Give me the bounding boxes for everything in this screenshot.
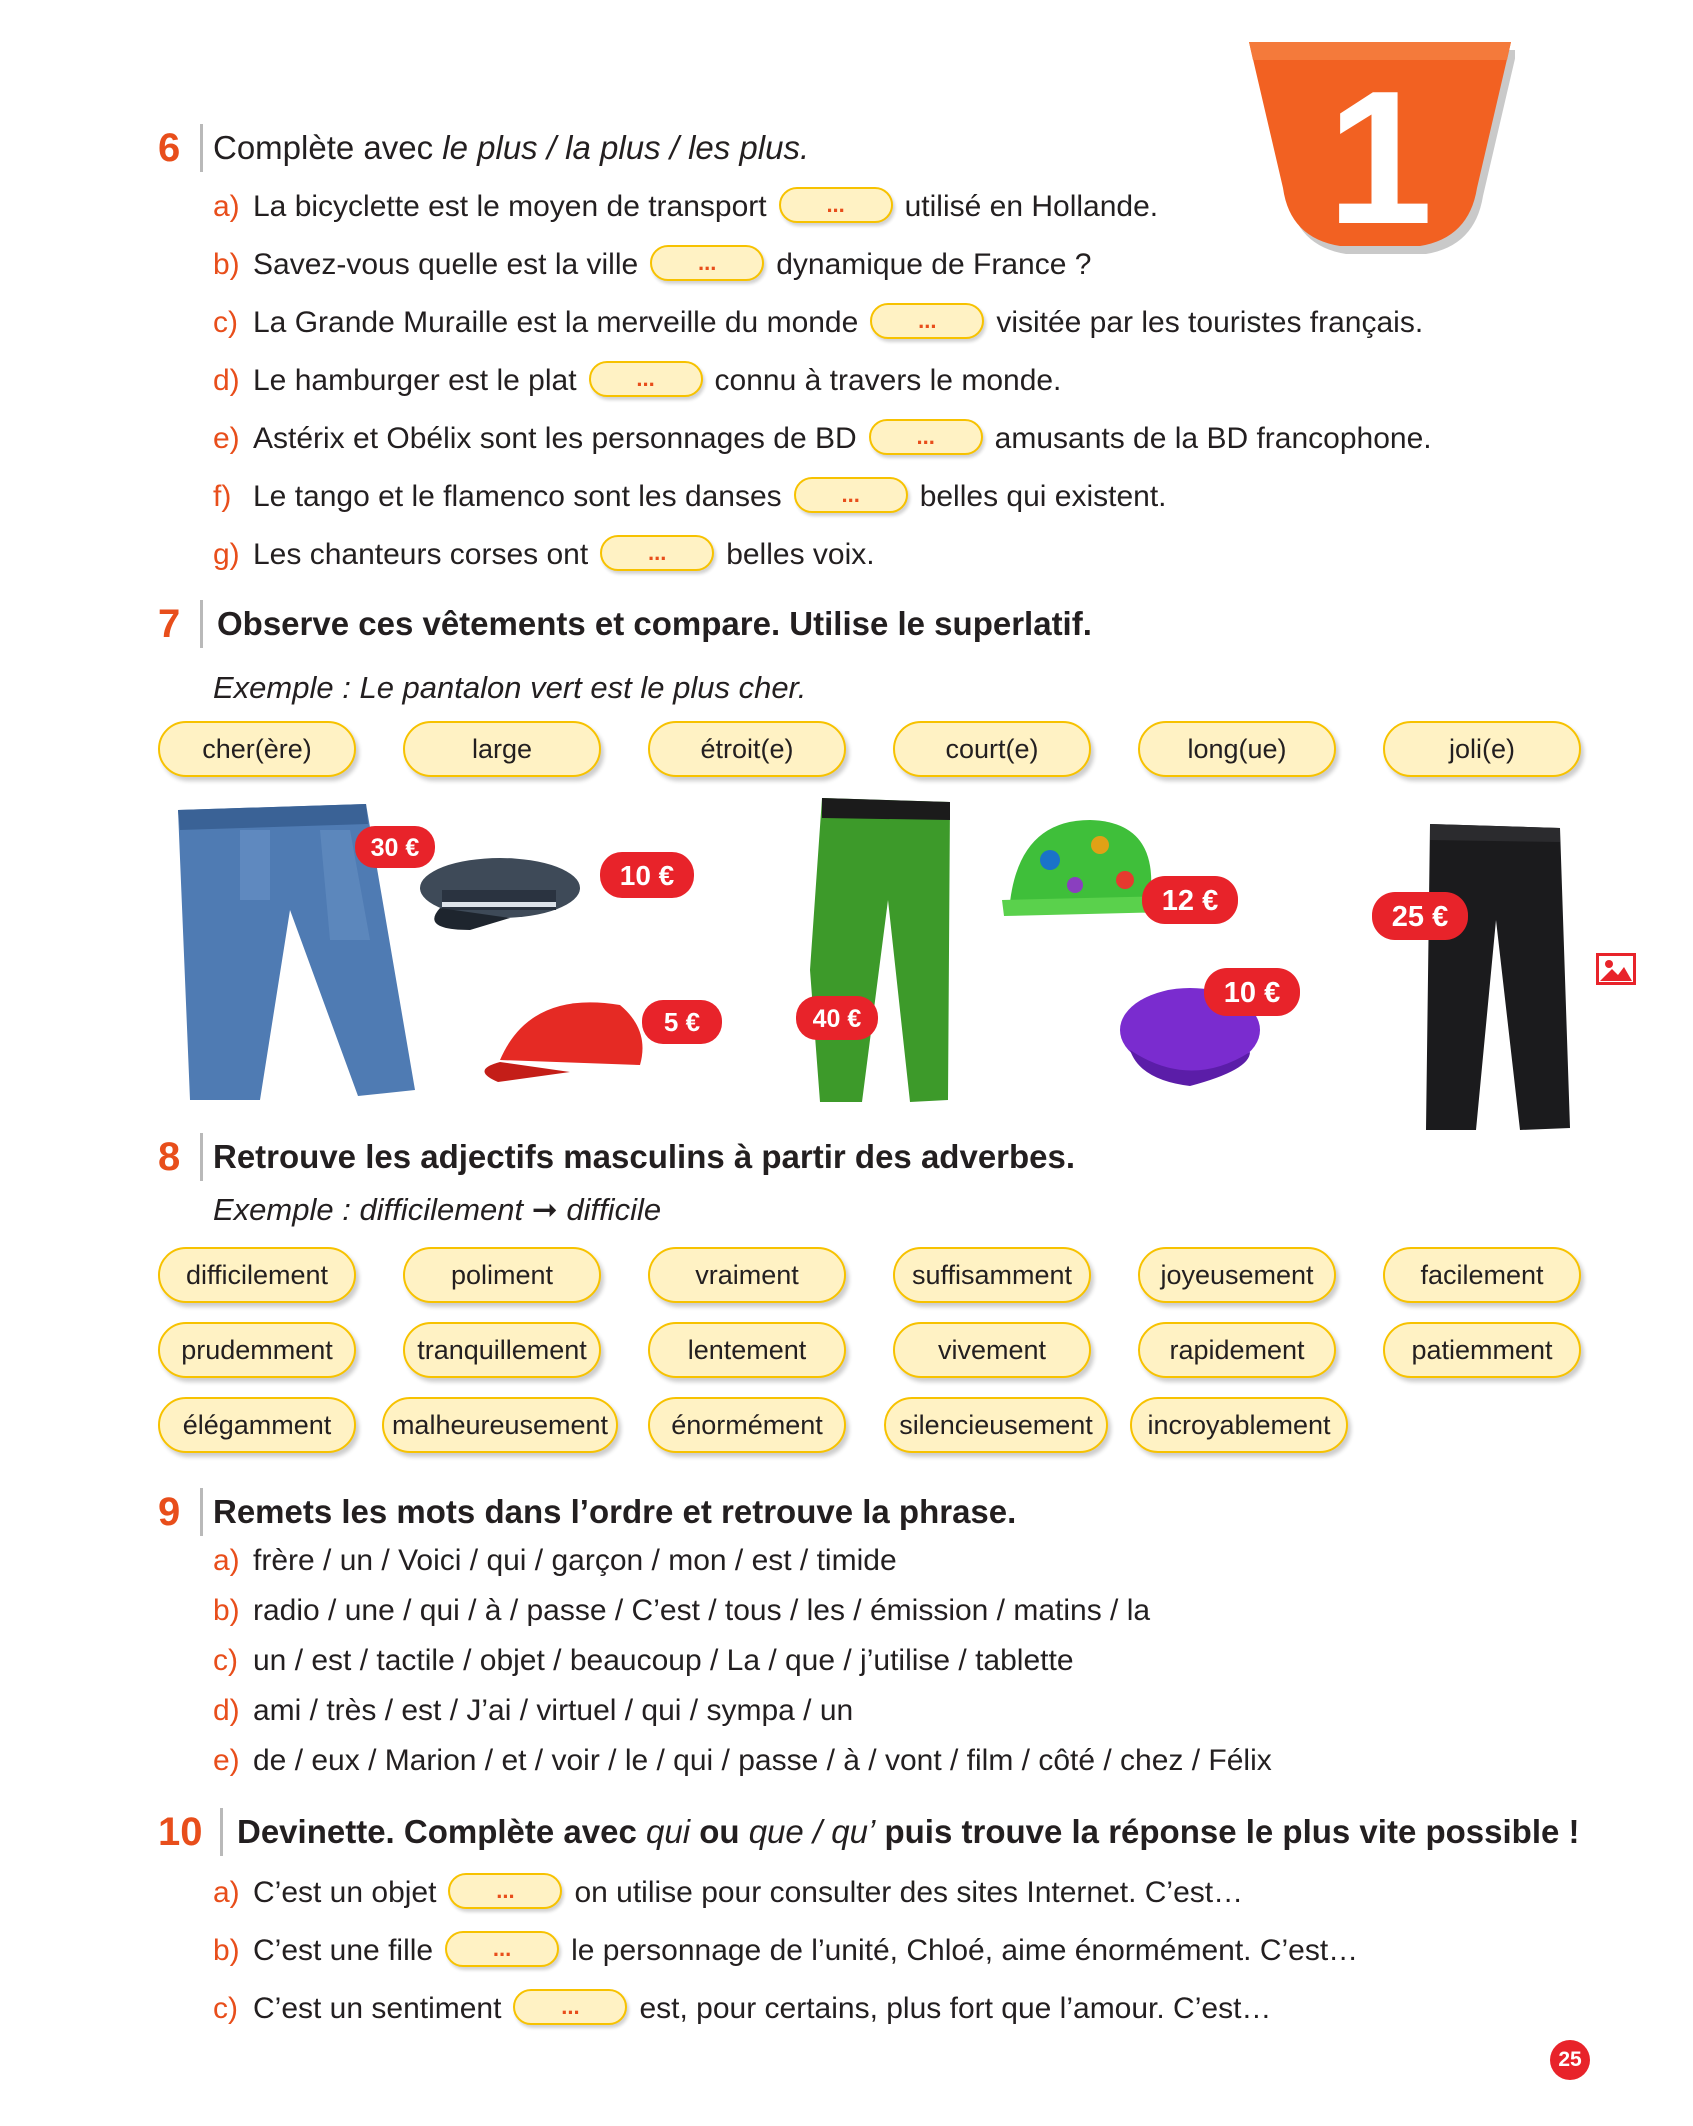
- answer-blank[interactable]: ...: [448, 1873, 562, 1909]
- item-text-after: connu à travers le monde.: [714, 364, 1062, 397]
- exercise-6-item: [213, 303, 1423, 343]
- answer-blank[interactable]: ...: [600, 535, 714, 571]
- adjective-chip[interactable]: joli(e): [1383, 721, 1581, 777]
- adverb-chip[interactable]: joyeusement: [1138, 1247, 1336, 1303]
- answer-blank[interactable]: ...: [779, 187, 893, 223]
- item-letter: e): [213, 422, 240, 455]
- svg-text:40 €: 40 €: [812, 1005, 862, 1033]
- exercise-divider: [220, 1808, 223, 1856]
- exercise-8-title: [213, 1133, 1075, 1181]
- exercise-8-number: 8: [158, 1135, 181, 1179]
- price-badge-blue-jeans: [355, 826, 435, 868]
- item-letter: c): [213, 306, 238, 339]
- exercise-6-item: [213, 361, 1061, 401]
- item-text-before: Le hamburger est le plat: [253, 364, 577, 397]
- exercise-9-title: [213, 1488, 1016, 1536]
- title-text: Devinette. Complète avec: [237, 1813, 646, 1850]
- price-badge-sailor-cap: [600, 852, 694, 898]
- adjective-chip[interactable]: large: [403, 721, 601, 777]
- item-text-before: Savez-vous quelle est la ville: [253, 248, 639, 281]
- adverb-chip[interactable]: silencieusement: [884, 1397, 1108, 1453]
- item-letter: a): [213, 1544, 240, 1577]
- exercise-10-item: [213, 1989, 1271, 2029]
- item-text-before: Le tango et le flamenco sont les danses: [253, 480, 782, 513]
- adverb-chip[interactable]: vraiment: [648, 1247, 846, 1303]
- item-letter: a): [213, 1876, 240, 1909]
- item-text-before: La bicyclette est le moyen de transport: [253, 190, 767, 223]
- image-icon[interactable]: [1596, 953, 1636, 985]
- item-letter: e): [213, 1744, 240, 1777]
- exercise-divider: [200, 600, 203, 648]
- svg-text:5 €: 5 €: [663, 1007, 701, 1037]
- exercise-7-example: Exemple : Le pantalon vert est le plus cher.: [213, 670, 807, 705]
- svg-text:25 €: 25 €: [1391, 901, 1449, 933]
- item-letter: b): [213, 1594, 240, 1627]
- sailor-cap-image: [420, 858, 580, 930]
- item-text-after: belles qui existent.: [919, 480, 1167, 513]
- item-text-after: belles voix.: [726, 538, 875, 571]
- answer-blank[interactable]: ...: [870, 303, 984, 339]
- exercise-6-item: [213, 535, 875, 575]
- adverb-chip[interactable]: lentement: [648, 1322, 846, 1378]
- exercise-10-item: [213, 1931, 1358, 1971]
- item-text-before: Astérix et Obélix sont les personnages de BD: [253, 422, 857, 455]
- item-letter: d): [213, 1694, 240, 1727]
- title-italic: le plus / la plus / les plus.: [442, 129, 810, 166]
- item-letter: c): [213, 1644, 238, 1677]
- item-text-after: dynamique de France ?: [776, 248, 1092, 281]
- item-text: ami / très / est / J’ai / virtuel / qui / sympa / un: [253, 1694, 854, 1727]
- exercise-10-number: 10: [158, 1810, 203, 1854]
- adverb-chip[interactable]: incroyablement: [1130, 1397, 1348, 1453]
- item-text-before: C’est un sentiment: [253, 1992, 502, 2025]
- page-number: 25: [1550, 2040, 1590, 2080]
- exercise-6-title: [213, 124, 809, 172]
- item-letter: f): [213, 480, 232, 513]
- adverb-chip[interactable]: élégamment: [158, 1397, 356, 1453]
- svg-text:10 €: 10 €: [1223, 977, 1281, 1009]
- item-letter: b): [213, 1934, 240, 1967]
- item-letter: a): [213, 190, 240, 223]
- item-text-before: La Grande Muraille est la merveille du monde: [253, 306, 859, 339]
- exercise-7-title: [217, 600, 1092, 648]
- adverb-chip[interactable]: malheureusement: [382, 1397, 618, 1453]
- price-badge-green-hat: [1142, 876, 1238, 924]
- adverb-chip[interactable]: facilement: [1383, 1247, 1581, 1303]
- adjective-chip[interactable]: court(e): [893, 721, 1091, 777]
- item-text-after: le personnage de l’unité, Chloé, aime énormément. C’est…: [571, 1934, 1359, 1967]
- exercise-divider: [200, 124, 203, 172]
- answer-blank[interactable]: ...: [445, 1931, 559, 1967]
- answer-blank[interactable]: ...: [513, 1989, 627, 2025]
- svg-text:30 €: 30 €: [370, 834, 420, 862]
- adverb-chip[interactable]: patiemment: [1383, 1322, 1581, 1378]
- title-text: Observe ces vêtements et compare. Utilise le superlatif.: [217, 605, 1092, 642]
- example-answer: difficile: [557, 1192, 662, 1227]
- exercise-9-item: [213, 1591, 1150, 1631]
- adjective-chip[interactable]: long(ue): [1138, 721, 1336, 777]
- exercise-6-item: [213, 187, 1158, 227]
- price-badge-red-cap: [642, 1000, 722, 1044]
- item-text-after: visitée par les touristes français.: [996, 306, 1424, 339]
- exercise-9-item: [213, 1541, 897, 1581]
- exercise-6-item: [213, 477, 1167, 517]
- adverb-chip[interactable]: suffisamment: [893, 1247, 1091, 1303]
- green-pants-image: [810, 798, 950, 1102]
- adverb-chip[interactable]: poliment: [403, 1247, 601, 1303]
- svg-text:10 €: 10 €: [619, 860, 675, 891]
- item-text: un / est / tactile / objet / beaucoup / La / que / j’utilise / tablette: [253, 1644, 1074, 1677]
- adverb-chip[interactable]: rapidement: [1138, 1322, 1336, 1378]
- title-text: Retrouve les adjectifs masculins à partir des adverbes.: [213, 1138, 1076, 1175]
- item-letter: g): [213, 538, 240, 571]
- title-text: Remets les mots dans l’ordre et retrouve la phrase.: [213, 1493, 1017, 1530]
- exercise-10-title: [237, 1808, 1580, 1856]
- item-text-after: amusants de la BD francophone.: [994, 422, 1432, 455]
- item-text-before: C’est une fille: [253, 1934, 434, 1967]
- item-text-after: utilisé en Hollande.: [904, 190, 1159, 223]
- title-text: puis trouve la réponse le plus vite possible !: [875, 1813, 1580, 1850]
- item-text-before: C’est un objet: [253, 1876, 437, 1909]
- adverb-chip[interactable]: difficilement: [158, 1247, 356, 1303]
- exercise-6-number: 6: [158, 126, 181, 170]
- exercise-8-example: [213, 1190, 661, 1230]
- exercise-9-item: [213, 1691, 853, 1731]
- svg-text:12 €: 12 €: [1161, 885, 1219, 917]
- exercise-divider: [200, 1133, 203, 1181]
- exercise-6-item: [213, 245, 1091, 285]
- black-pants-image: [1426, 824, 1570, 1130]
- item-text-before: Les chanteurs corses ont: [253, 538, 589, 571]
- answer-blank[interactable]: ...: [794, 477, 908, 513]
- title-text: Complète avec: [213, 129, 443, 166]
- adverb-chip[interactable]: tranquillement: [403, 1322, 601, 1378]
- item-letter: c): [213, 1992, 238, 2025]
- exercise-10-item: [213, 1873, 1243, 1913]
- answer-blank[interactable]: ...: [650, 245, 764, 281]
- adjective-chip[interactable]: étroit(e): [648, 721, 846, 777]
- exercise-divider: [200, 1488, 203, 1536]
- adjective-chip[interactable]: cher(ère): [158, 721, 356, 777]
- price-badge-green-pants: [796, 996, 878, 1040]
- exercise-7-number: 7: [158, 602, 181, 646]
- red-cap-image: [484, 1002, 642, 1082]
- arrow-icon: ➞: [531, 1192, 558, 1227]
- title-text: ou: [690, 1813, 749, 1850]
- answer-blank[interactable]: ...: [589, 361, 703, 397]
- example-text: Exemple : difficilement: [213, 1192, 532, 1227]
- answer-blank[interactable]: ...: [869, 419, 983, 455]
- exercise-6-item: [213, 419, 1432, 459]
- price-badge-black-pants: [1372, 892, 1468, 940]
- item-text-after: on utilise pour consulter des sites Internet. C’est…: [574, 1876, 1244, 1909]
- item-text: de / eux / Marion / et / voir / le / qui / passe / à / vont / film / côté / chez / Félix: [253, 1744, 1272, 1777]
- item-text: frère / un / Voici / qui / garçon / mon / est / timide: [253, 1544, 897, 1577]
- title-italic: qui: [646, 1813, 691, 1850]
- exercise-9-item: [213, 1741, 1272, 1781]
- exercise-9-item: [213, 1641, 1074, 1681]
- clothes-illustration: [170, 790, 1610, 1150]
- adverb-chip[interactable]: énormément: [648, 1397, 846, 1453]
- title-italic: que / qu’: [748, 1813, 876, 1850]
- item-text: radio / une / qui / à / passe / C’est / tous / les / émission / matins / la: [253, 1594, 1151, 1627]
- item-text-after: est, pour certains, plus fort que l’amour. C’est…: [639, 1992, 1272, 2025]
- adverb-chip[interactable]: prudemment: [158, 1322, 356, 1378]
- item-letter: d): [213, 364, 240, 397]
- item-letter: b): [213, 248, 240, 281]
- price-badge-purple-cap: [1204, 968, 1300, 1016]
- unit-number: 1: [1327, 52, 1433, 258]
- adverb-chip[interactable]: vivement: [893, 1322, 1091, 1378]
- unit-tab: [1245, 38, 1515, 258]
- exercise-9-number: 9: [158, 1490, 181, 1534]
